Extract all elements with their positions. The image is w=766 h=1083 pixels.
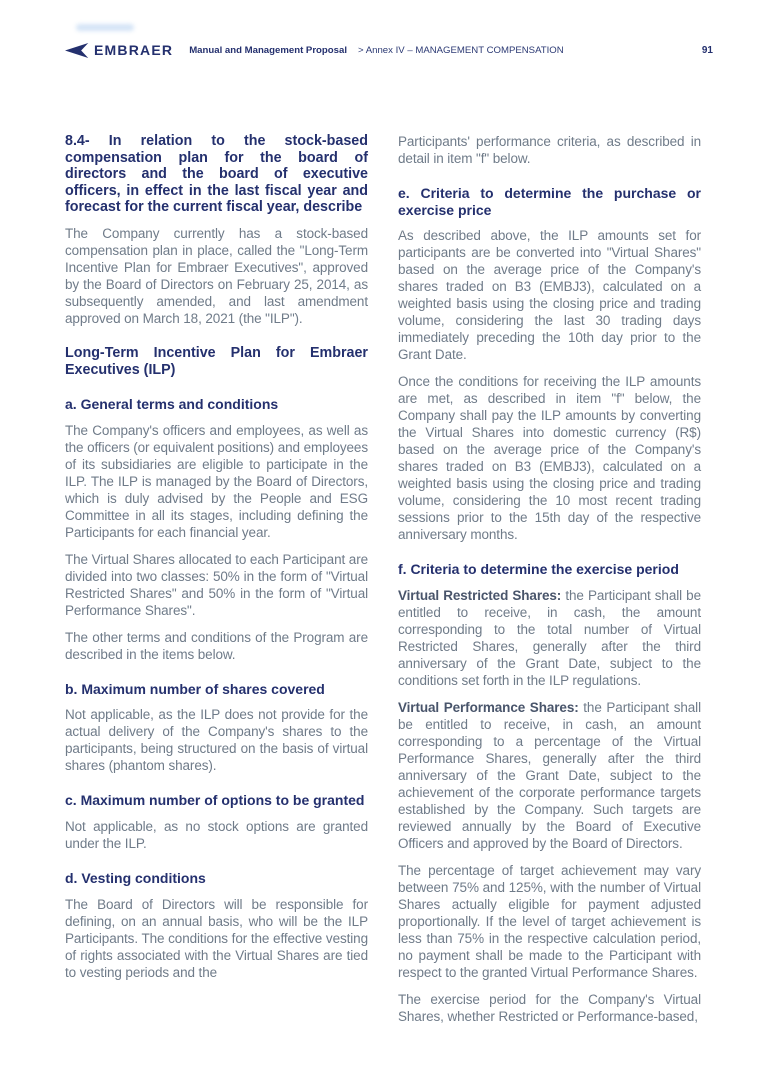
paragraph: The Virtual Shares allocated to each Participant are divided into two classes: 50% in the form of "Virtual Restricted Shares" and 50% in the form of "Virtual Performance Shares". [65, 551, 368, 618]
paragraph-text: the Participant shall be entitled to receive, in cash, the amount corresponding to the total number of Virtual Restricted Shares, generally after the third anniversary of the Grant Date, subject to the conditions set forth in the ILP regulations. [398, 587, 701, 688]
right-column [398, 130, 701, 1035]
embraer-logo [65, 42, 173, 58]
paragraph: The Company's officers and employees, as well as the officers (or equivalent positions) and employees of its subsidiaries are eligible to participate in the ILP. The ILP is managed by the Board of Directors, which is duly advised by the People and ESG Committee in all its stages, including defining the Participants for each financial year. [65, 422, 368, 540]
paragraph: The Board of Directors will be responsible for defining, on an annual basis, who will be the ILP Participants. The conditions for the effective vesting of rights associated with the Virtual Shares are tied to vesting periods and the [65, 896, 368, 980]
continuation-paragraph: Participants' performance criteria, as described in detail in item "f" below. [398, 134, 701, 166]
paragraph-virtual-performance-shares [398, 699, 701, 852]
bold-lead-performance: Virtual Performance Shares: [398, 699, 579, 715]
embraer-arrow-icon [65, 43, 89, 58]
item-e-heading: e. Criteria to determine the purchase or exercise price [398, 185, 701, 218]
paragraph: Not applicable, as no stock options are granted under the ILP. [65, 818, 368, 851]
paragraph-virtual-restricted-shares [398, 587, 701, 689]
breadcrumb: > Annex IV – MANAGEMENT COMPENSATION [357, 44, 564, 56]
paragraph: The exercise period for the Company's Virtual Shares, whether Restricted or Performance-based, [398, 991, 701, 1024]
paragraph: As described above, the ILP amounts set for participants are be converted into "Virtual Shares" based on the average price of the Company's shares traded on B3 (EMBJ3), calculated on a weighted basis using the closing price and trading volume, considering the last 30 trading days immediately preceding the 10th day prior to the Grant Date. [398, 228, 701, 363]
document-title: Manual and Management Proposal [189, 44, 347, 56]
brand-name: EMBRAER [94, 42, 174, 58]
item-d-heading: d. Vesting conditions [65, 869, 206, 886]
page-number: 91 [701, 44, 713, 56]
bold-lead-restricted: Virtual Restricted Shares: [398, 587, 562, 603]
scan-artifact-smudge [76, 24, 134, 31]
left-column [65, 130, 368, 1035]
item-a-heading: a. General terms and conditions [65, 396, 279, 413]
paragraph: Not applicable, as the ILP does not provide for the actual delivery of the Company's shares to the participants, being structured on the basis of virtual shares (phantom shares). [65, 707, 368, 774]
plan-heading: Long-Term Incentive Plan for Embraer Executives (ILP) [65, 344, 368, 378]
intro-paragraph: The Company currently has a stock-based compensation plan in place, called the "Long-Term Incentive Plan for Embraer Executives", approved by the Board of Directors on February 25, 2014, as subsequently amended, and last amendment approved on March 18, 2021 (the "ILP"). [65, 225, 368, 326]
item-c-heading: c. Maximum number of options to be granted [65, 792, 365, 809]
section-heading-8-4: 8.4- In relation to the stock-based compensation plan for the board of directors and the board of executive officers, in effect in the last fiscal year and forecast for the current fiscal year, describe [65, 133, 368, 216]
document-body [65, 130, 701, 1035]
paragraph: The percentage of target achievement may vary between 75% and 125%, with the number of Virtual Shares actually eligible for payment adjusted proportionally. If the level of target achievement is less than 75% in the respective calculation period, no payment shall be made to the Participant with respect to the granted Virtual Performance Shares. [398, 862, 701, 980]
paragraph: Once the conditions for receiving the ILP amounts are met, as described in item "f" below, the Company shall pay the ILP amounts by converting the Virtual Shares into domestic currency (R$) based on the average price of the Company's shares traded on B3 (EMBJ3), calculated on a weighted basis using the closing price and trading volume, considering the 10 most recent trading sessions prior to the 15th day of the respective anniversary months. [398, 374, 701, 543]
paragraph: The other terms and conditions of the Program are described in the items below. [65, 629, 368, 662]
paragraph-text: the Participant shall be entitled to receive, in cash, an amount corresponding to a percentage of the Virtual Performance Shares, generally after the third anniversary of the Grant Date, subject to the achievement of the corporate performance targets established by the Company. Such targets are reviewed annually by the Board of Executive Officers and approved by the Board of Directors. [398, 699, 701, 851]
page-header [65, 42, 713, 58]
item-b-heading: b. Maximum number of shares covered [65, 680, 325, 697]
item-f-heading: f. Criteria to determine the exercise period [398, 561, 679, 578]
